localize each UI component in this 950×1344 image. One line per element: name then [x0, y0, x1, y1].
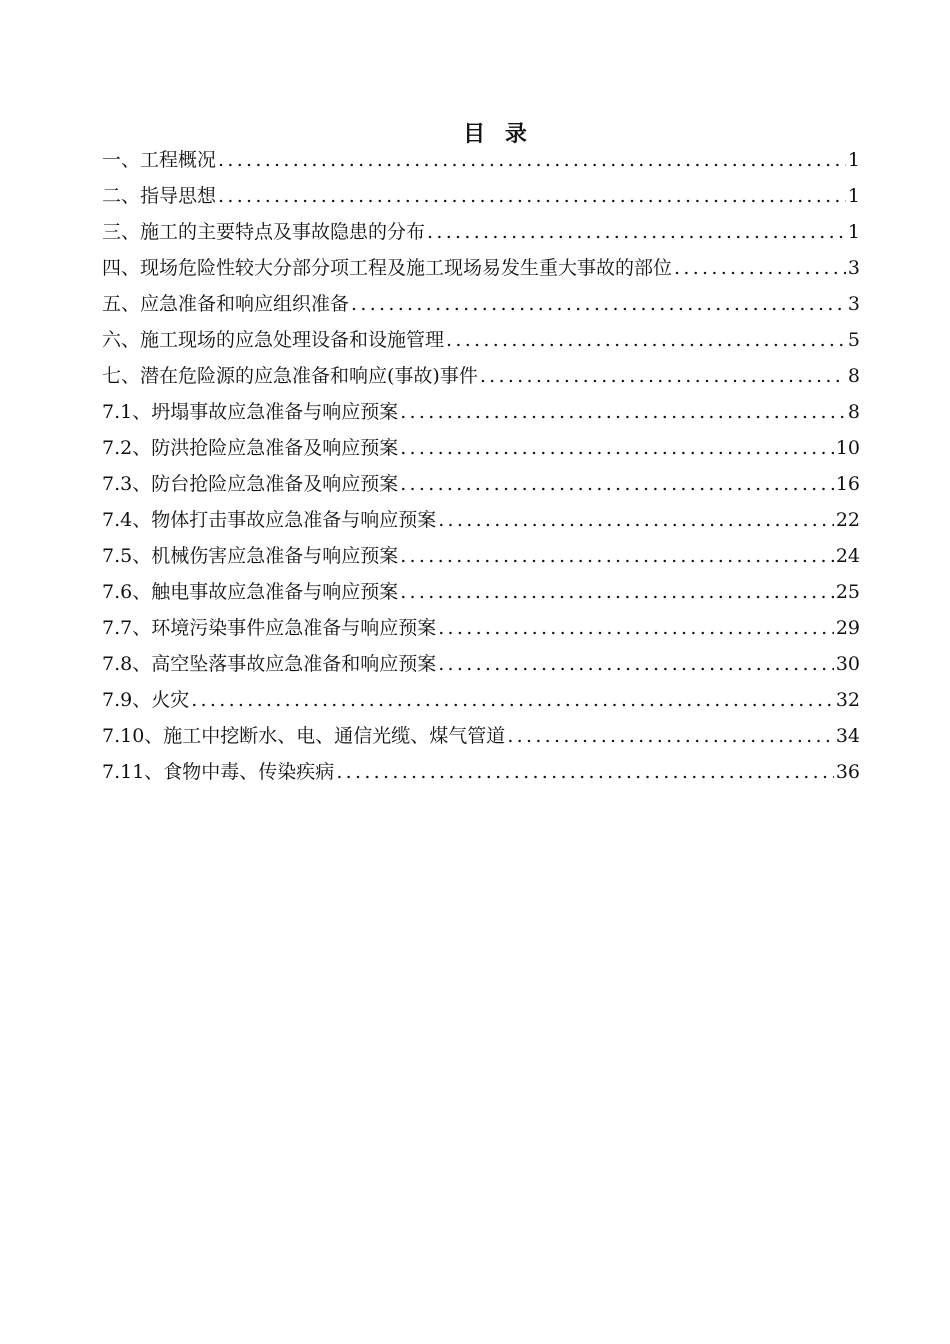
- toc-entry[interactable]: [102, 286, 860, 322]
- toc-entry[interactable]: [102, 430, 860, 466]
- toc-leader-dots: [446, 322, 846, 358]
- toc-entry-text: 7.8、高空坠落事故应急准备和响应预案: [102, 653, 437, 675]
- toc-title: 目 录: [463, 121, 533, 147]
- toc-page-number: 30: [835, 653, 860, 675]
- toc-entry-text: 7.10、施工中挖断水、电、通信光缆、煤气管道: [102, 725, 506, 747]
- toc-leader-dots: [218, 178, 846, 214]
- toc-entry[interactable]: [102, 178, 860, 214]
- toc-page-number: 5: [847, 329, 860, 351]
- toc-entry-text: 二、指导思想: [102, 185, 217, 207]
- toc-entry[interactable]: [102, 322, 860, 358]
- toc-page-number: 1: [847, 149, 860, 171]
- toc-page-number: 25: [835, 581, 860, 603]
- toc-leader-dots: [438, 502, 834, 538]
- toc-entry[interactable]: [102, 466, 860, 502]
- toc-entry-text: 四、现场危险性较大分部分项工程及施工现场易发生重大事故的部位: [102, 257, 673, 279]
- toc-entry-text: 7.5、机械伤害应急准备与响应预案: [102, 545, 399, 567]
- toc-entry[interactable]: [102, 682, 860, 718]
- toc-leader-dots: [507, 718, 834, 754]
- toc-entry[interactable]: [102, 250, 860, 286]
- toc-entry-text: 三、施工的主要特点及事故隐患的分布: [102, 221, 426, 243]
- toc-entry[interactable]: [102, 610, 860, 646]
- toc-leader-dots: [438, 610, 834, 646]
- toc-entry[interactable]: [102, 538, 860, 574]
- toc-leader-dots: [438, 646, 834, 682]
- toc-entry[interactable]: [102, 358, 860, 394]
- toc-page-number: 36: [835, 761, 860, 783]
- toc-leader-dots: [674, 250, 846, 286]
- toc-entry[interactable]: [102, 502, 860, 538]
- toc-page-number: 34: [835, 725, 860, 747]
- toc-leader-dots: [336, 754, 834, 790]
- toc-leader-dots: [191, 682, 834, 718]
- toc-entry-text: 七、潜在危险源的应急准备和响应(事故)事件: [102, 365, 478, 387]
- toc-page-number: 1: [847, 221, 860, 243]
- toc-leader-dots: [400, 430, 834, 466]
- toc-entry-text: 7.1、坍塌事故应急准备与响应预案: [102, 401, 399, 423]
- toc-page-number: 8: [847, 365, 860, 387]
- toc-entry[interactable]: [102, 646, 860, 682]
- toc-entry-text: 7.4、物体打击事故应急准备与响应预案: [102, 509, 437, 531]
- toc-entry-text: 7.9、火灾: [102, 689, 190, 711]
- toc-entry[interactable]: [102, 142, 860, 178]
- toc-entry-text: 五、应急准备和响应组织准备: [102, 293, 350, 315]
- toc-entry-text: 7.3、防台抢险应急准备及响应预案: [102, 473, 399, 495]
- toc-page-number: 32: [835, 689, 860, 711]
- toc-leader-dots: [480, 358, 846, 394]
- toc-entry[interactable]: [102, 754, 860, 790]
- toc-entry-text: 7.6、触电事故应急准备与响应预案: [102, 581, 399, 603]
- toc-entry[interactable]: [102, 574, 860, 610]
- toc-page-number: 16: [835, 473, 860, 495]
- toc-page-number: 29: [835, 617, 860, 639]
- toc-list: [102, 142, 860, 790]
- toc-entry-text: 7.2、防洪抢险应急准备及响应预案: [102, 437, 399, 459]
- toc-entry[interactable]: [102, 214, 860, 250]
- toc-entry[interactable]: [102, 718, 860, 754]
- toc-leader-dots: [218, 142, 846, 178]
- toc-leader-dots: [400, 394, 846, 430]
- toc-entry-text: 一、工程概况: [102, 149, 217, 171]
- toc-page-number: 8: [847, 401, 860, 423]
- toc-page-number: 22: [835, 509, 860, 531]
- toc-leader-dots: [400, 574, 834, 610]
- toc-entry-text: 7.11、食物中毒、传染疾病: [102, 761, 335, 783]
- toc-page-number: 3: [847, 293, 860, 315]
- toc-entry[interactable]: [102, 394, 860, 430]
- toc-leader-dots: [400, 466, 834, 502]
- toc-leader-dots: [400, 538, 834, 574]
- toc-leader-dots: [427, 214, 846, 250]
- toc-page-number: 1: [847, 185, 860, 207]
- toc-page-number: 24: [835, 545, 860, 567]
- toc-entry-text: 六、施工现场的应急处理设备和设施管理: [102, 329, 445, 351]
- toc-entry-text: 7.7、环境污染事件应急准备与响应预案: [102, 617, 437, 639]
- toc-leader-dots: [351, 286, 846, 322]
- toc-page-number: 3: [847, 257, 860, 279]
- toc-page-number: 10: [835, 437, 860, 459]
